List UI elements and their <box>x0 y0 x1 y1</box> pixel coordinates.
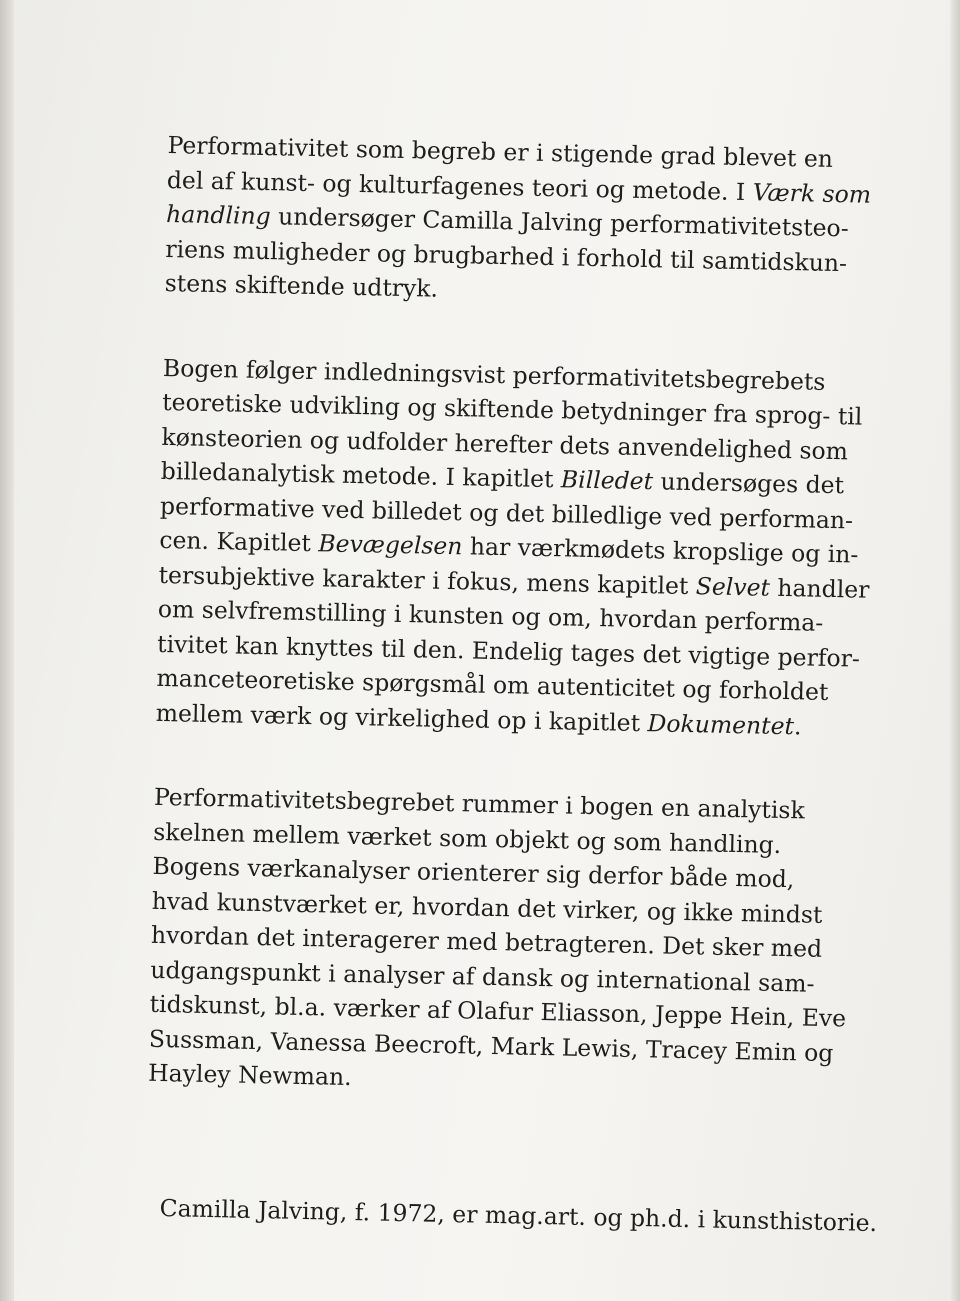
text-line: del af kunst- og kulturfagenes teori og metode. I Værk som <box>166 165 872 209</box>
text-line: tivitet kan knyttes til den. Endelig tages det vigtige perfor- <box>156 629 861 673</box>
text-line: udgangspunkt i analyser af dansk og international sam- <box>150 955 815 998</box>
book-title: Værk som <box>752 177 872 209</box>
text-line: riens muligheder og brugbarhed i forhold til samtidskun- <box>165 234 848 277</box>
text-line: skelnen mellem værket som objekt og som handling. <box>152 817 782 859</box>
book-title: handling <box>165 199 272 231</box>
paragraph-intro <box>164 128 872 315</box>
text-line: performative ved billedet og det billedlige ved performan- <box>159 491 854 534</box>
paragraph-analysis <box>148 780 854 1105</box>
text-line: Bogens værkanalyser orienterer sig derfor både mod, <box>152 851 795 894</box>
text-line: teoretiske udvikling og skiftende betydninger fra sprog- til <box>161 387 863 431</box>
blurb-text <box>147 128 872 1155</box>
text-line: cen. Kapitlet Bevægelsen har værkmødets kropslige og in- <box>159 525 859 569</box>
chapter-title: Bevægelsen <box>318 529 463 561</box>
text-line: Sussman, Vanessa Beecroft, Mark Lewis, Tracey Emin og <box>148 1024 834 1067</box>
text-line: Performativitet som begreb er i stigende grad blevet en <box>167 130 834 173</box>
text-line: hvordan det interagerer med betragteren. Det sker med <box>150 920 823 963</box>
text-line: stens skiftende udtryk. <box>164 268 439 303</box>
author-bio: Camilla Jalving, f. 1972, er mag.art. og ph.d. i kunsthistorie. <box>159 1194 878 1238</box>
text-line: kønsteorien og udfolder herefter dets anvendelighed som <box>161 422 849 465</box>
page-edge-left <box>0 0 14 1301</box>
text-line: Performativitetsbegrebet rummer i bogen en analytisk <box>153 782 806 825</box>
text-line: billedanalytisk metode. I kapitlet Billedet undersøges det <box>160 456 845 500</box>
paragraph-chapters <box>155 350 870 744</box>
text-line: tersubjektive karakter i fokus, mens kapitlet Selvet handler <box>158 560 870 604</box>
text-line: handling undersøger Camilla Jalving performativitetsteo- <box>165 199 849 243</box>
text-line: Bogen følger indledningsvist performativitetsbegrebets <box>162 353 826 396</box>
text-line: manceteoretiske spørgsmål om autenticitet og forholdet <box>156 663 829 706</box>
page-edge-right <box>950 0 960 1301</box>
chapter-title: Selvet <box>695 571 771 602</box>
text-line: tidskunst, bl.a. værker af Olafur Eliasson, Jeppe Hein, Eve <box>149 989 847 1033</box>
chapter-title: Billedet <box>560 465 654 496</box>
text-line: hvad kunstværket er, hvordan det virker, og ikke mindst <box>151 886 823 929</box>
chapter-title: Dokumentet <box>647 708 795 740</box>
text-line: om selvfremstilling i kunsten og om, hvordan performa- <box>157 594 824 637</box>
text-line: Hayley Newman. <box>147 1058 352 1092</box>
text-line: mellem værk og virkelighed op i kapitlet Dokumentet. <box>155 698 802 740</box>
